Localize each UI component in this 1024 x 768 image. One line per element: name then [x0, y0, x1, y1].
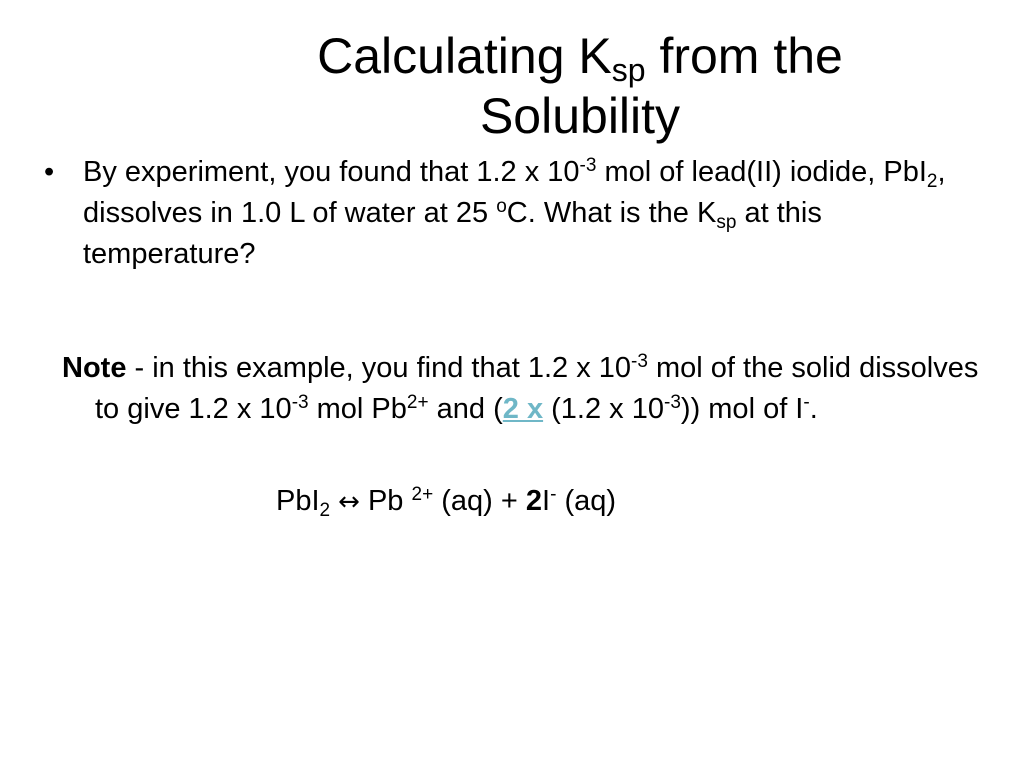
- bullet-marker: •: [44, 156, 55, 188]
- title-text: from the: [645, 28, 843, 84]
- superscript: 2+: [411, 484, 434, 505]
- bullet-text: [44, 152, 974, 275]
- superscript: o: [496, 196, 507, 217]
- note-text-run: mol Pb: [308, 393, 407, 425]
- bullet-text-run: C. What is the K: [506, 197, 717, 229]
- subscript: 2: [926, 171, 938, 192]
- superscript: -: [803, 392, 810, 413]
- superscript: -3: [664, 392, 681, 413]
- equation-state: (aq) +: [433, 485, 526, 517]
- slide-title: [160, 26, 1000, 146]
- note-text-run: mol of the solid dissolves to give 1.2 x 10: [95, 352, 979, 425]
- superscript: -: [550, 484, 557, 505]
- bullet-text-run: By experiment, you found that 1.2 x 10: [83, 156, 580, 188]
- hyperlink-2x[interactable]: 2 x: [502, 393, 544, 425]
- note-paragraph: [62, 348, 995, 430]
- note-label: Note: [62, 352, 127, 384]
- note-text-run: and (: [428, 393, 503, 425]
- bullet-item: [44, 152, 974, 275]
- note-text-run: )) mol of I: [680, 393, 804, 425]
- bullet-text-run: , dissolves in 1.0 L of water at 25: [83, 156, 946, 229]
- bullet-text-run: mol of lead(II) iodide, PbI: [596, 156, 927, 188]
- superscript: -3: [291, 392, 309, 413]
- title-text: Calculating K: [317, 28, 612, 84]
- note-text-run: .: [809, 393, 818, 425]
- note-text-run: - in this example, you find that 1.2 x 10: [126, 352, 632, 384]
- superscript: 2+: [406, 392, 429, 413]
- equation-product: I: [542, 485, 551, 517]
- subscript: sp: [716, 212, 737, 233]
- note-text-run: (1.2 x 10: [543, 393, 664, 425]
- superscript: -3: [579, 155, 597, 176]
- bullet-text-run: at this temperature?: [83, 197, 822, 270]
- chemical-equation: [276, 481, 976, 523]
- equation-coefficient: 2: [525, 485, 542, 517]
- subscript: 2: [319, 500, 331, 521]
- equation-product: Pb: [359, 485, 412, 517]
- equilibrium-arrow-icon: ↔: [338, 487, 360, 517]
- superscript: -3: [631, 351, 648, 372]
- title-text: Solubility: [479, 88, 681, 144]
- title-subscript: sp: [611, 52, 646, 88]
- equation-state: (aq): [556, 485, 617, 517]
- equation-reactant: PbI: [276, 485, 320, 517]
